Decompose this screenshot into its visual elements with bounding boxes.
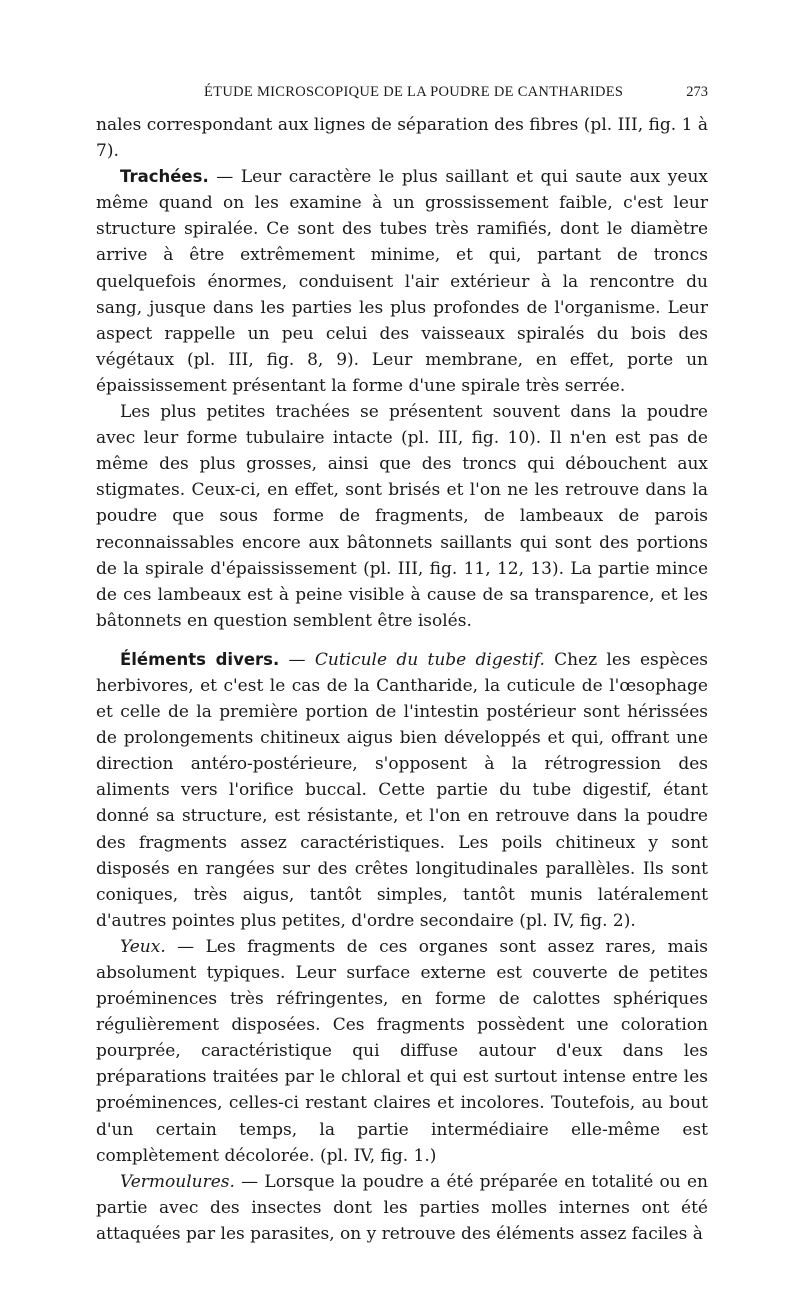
paragraph-text: — Leur caractère le plus saillant et qui saute aux yeux même quand on les examine à un grossissement faible, c'est leur structure spiralée. Ce sont des tubes très ramifiés, dont le diamètre arrive à être extrêmement minime, et qui, partant de troncs quelquefois énormes, conduisent l'air extérieur à la rencontre du sang, jusque dans les parties les plus profondes de l'organisme. Leur aspect rappelle un peu celui des vaisseaux spiralés du bois des végétaux (pl. III, fig. 8, 9). Leur membrane, en effet, porte un épaississement présentant la forme d'une spirale très serrée.: [96, 167, 708, 396]
paragraph-elements-divers: [96, 647, 708, 934]
paragraph-text: — Lorsque la poudre a été préparée en totalité ou en partie avec des insectes dont les parties molles internes ont été attaquées par les parasites, on y retrouve des éléments assez faciles à: [96, 1171, 708, 1244]
paragraph-vermoulures: [96, 1169, 708, 1247]
paragraph-petites-trachees: [96, 399, 708, 634]
dash: —: [279, 649, 315, 670]
paragraph-text: Les plus petites trachées se présentent souvent dans la poudre avec leur forme tubulaire intacte (pl. III, fig. 10). Il n'en est pas de même des plus grosses, ainsi que des troncs qui débouchent aux stigmates. Ceux-ci, en effet, sont brisés et l'on ne les retrouve dans la poudre que sous forme de fragments, de lambeaux de parois reconnaissables encore aux bâtonnets saillants qui sont des portions de la spirale d'épaississement (pl. III, fig. 11, 12, 13). La partie mince de ces lambeaux est à peine visible à cause de sa transparence, et les bâtonnets en question semblent être isolés.: [96, 402, 708, 631]
section-heading-elements-divers: Éléments divers.: [120, 649, 280, 669]
subheading-cuticule: Cuticule du tube digestif.: [314, 649, 545, 670]
page-header: [96, 84, 708, 108]
paragraph-trachees: [96, 164, 708, 399]
section-heading-trachees: Trachées.: [120, 167, 209, 187]
paragraph-text: nales correspondant aux lignes de séparation des fibres (pl. III, fig. 1 à 7).: [96, 115, 708, 162]
running-title: ÉTUDE MICROSCOPIQUE DE LA POUDRE DE CANTHARIDES: [204, 84, 624, 100]
paragraph-yeux: [96, 934, 708, 1169]
body-text: [96, 112, 708, 1247]
paragraph-text: — Les fragments de ces organes sont assez rares, mais absolument typiques. Leur surface externe est couverte de petites proéminences très réfringentes, en forme de calottes sphériques régulièrement disposées. Ces fragments possèdent une coloration pourprée, caractéristique qui diffuse autour d'eux dans les préparations traitées par le chloral et qui est surtout intense entre les proéminences, celles-ci restant claires et incolores. Toutefois, au bout d'un certain temps, la partie intermédiaire elle-même est complètement décolorée. (pl. IV, fig. 1.): [96, 936, 708, 1166]
paragraph-continuation: [96, 112, 708, 164]
subheading-yeux: Yeux.: [120, 936, 166, 957]
page-number: 273: [686, 84, 708, 100]
paragraph-text: Chez les espèces herbivores, et c'est le cas de la Cantharide, la cuticule de l'œsophage et celle de la première portion de l'intestin postérieur sont hérissées de prolongements chitineux aigus bien développés et qui, offrant une direction antéro-postérieure, s'opposent à la rétrogression des aliments vers l'orifice buccal. Cette partie du tube digestif, étant donné sa structure, est résistante, et l'on en retrouve dans la poudre des fragments assez caractéristiques. Les poils chitineux y sont disposés en rangées sur des crêtes longitudinales parallèles. Ils sont coniques, très aigus, tantôt simples, tantôt munis latéralement d'autres pointes plus petites, d'ordre secondaire (pl. IV, fig. 2).: [96, 649, 708, 931]
subheading-vermoulures: Vermoulures.: [120, 1171, 235, 1192]
